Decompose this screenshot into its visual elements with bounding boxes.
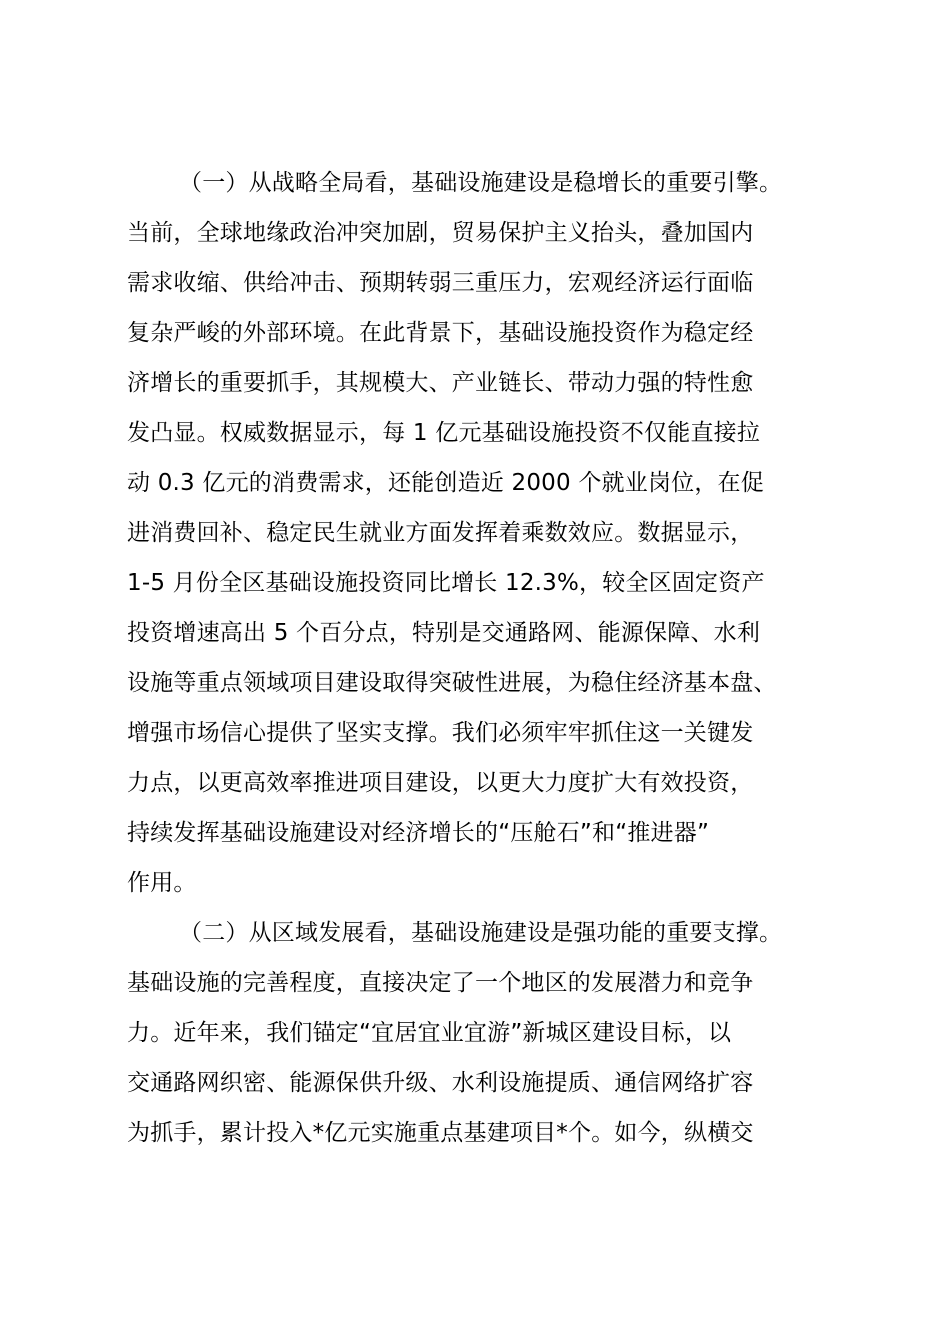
paragraph-1-heading-line: （一）从战略全局看，基础设施建设是稳增长的重要引擎。: [179, 170, 783, 196]
body-text: [127, 158, 851, 1158]
text-line: 需求收缩、供给冲击、预期转弱三重压力，宏观经济运行面临: [127, 270, 754, 296]
text-line: 复杂严峻的外部环境。在此背景下，基础设施投资作为稳定经: [127, 320, 754, 346]
text-line: 当前，全球地缘政治冲突加剧，贸易保护主义抬头，叠加国内: [127, 220, 754, 246]
paragraph-2-heading-line: （二）从区域发展看，基础设施建设是强功能的重要支撑。: [179, 920, 783, 946]
text-line: 为抓手，累计投入*亿元实施重点基建项目*个。如今，纵横交: [127, 1120, 754, 1146]
text-line: 增强市场信心提供了坚实支撑。我们必须牢牢抓住这一关键发: [127, 720, 754, 746]
text-line: 发凸显。权威数据显示，每 1 亿元基础设施投资不仅能直接拉: [127, 420, 761, 446]
text-line: 济增长的重要抓手，其规模大、产业链长、带动力强的特性愈: [127, 370, 754, 396]
text-line: 力。近年来，我们锚定“宜居宜业宜游”新城区建设目标，以: [127, 1020, 732, 1046]
text-line: 动 0.3 亿元的消费需求，还能创造近 2000 个就业岗位，在促: [127, 470, 764, 496]
text-line: 作用。: [127, 870, 197, 896]
text-line: 进消费回补、稳定民生就业方面发挥着乘数效应。数据显示，: [127, 520, 754, 546]
text-line: 持续发挥基础设施建设对经济增长的“压舱石”和“推进器”: [127, 820, 710, 846]
text-line: 1-5 月份全区基础设施投资同比增长 12.3%，较全区固定资产: [127, 570, 765, 596]
text-line: 设施等重点领域项目建设取得突破性进展，为稳住经济基本盘、: [127, 670, 777, 696]
text-line: 交通路网织密、能源保供升级、水利设施提质、通信网络扩容: [127, 1070, 754, 1096]
text-line: 投资增速高出 5 个百分点，特别是交通路网、能源保障、水利: [127, 620, 761, 646]
text-line: 基础设施的完善程度，直接决定了一个地区的发展潜力和竞争: [127, 970, 754, 996]
text-line: 力点，以更高效率推进项目建设，以更大力度扩大有效投资，: [127, 770, 754, 796]
